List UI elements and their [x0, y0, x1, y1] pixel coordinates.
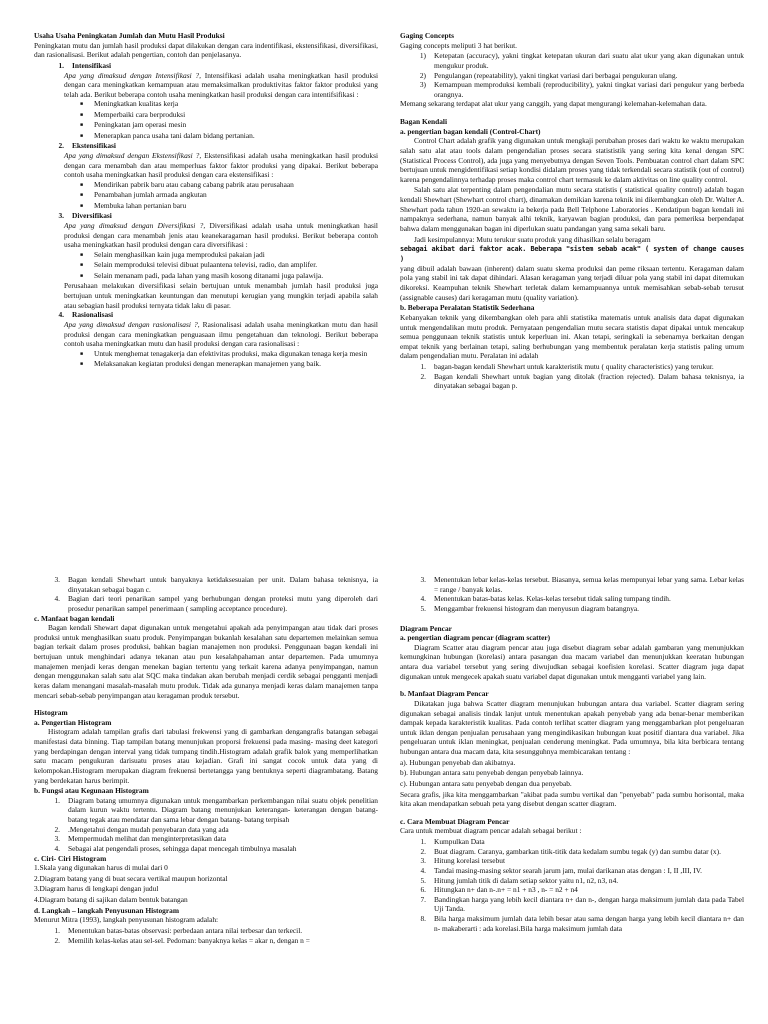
column-bottom-left: [34, 575, 378, 945]
bullet-text: Menerapkan panca usaha tani dalam bidang pertanian.: [94, 130, 255, 140]
bullet-text: Meningkatkan kualitas kerja: [94, 99, 179, 109]
subheading: a. pengertian diagram pencar (diagram scatter): [400, 633, 551, 643]
list-number: 1): [419, 51, 426, 61]
bullet-text: Melaksanakan kegiatan produksi dengan menerapkan manajemen yang baik.: [94, 359, 321, 369]
numbered-list: [400, 362, 744, 391]
list-item: [34, 844, 378, 854]
list-number: 1.: [420, 837, 426, 846]
list-item: [400, 866, 744, 876]
section-heading: Rasionalisasi: [72, 310, 114, 320]
list-item: [34, 594, 378, 613]
list-text: Sebagai alat pengendali proses, sehingga dapat mencegah timbulnya masalah: [68, 843, 297, 853]
numbered-list: [34, 926, 378, 945]
list-number: 7.: [420, 894, 426, 904]
bullet-item: [34, 271, 378, 282]
bullet-text: Selain menghasilkan kain juga memproduksi pakaian jadi: [94, 249, 265, 259]
text-line: 1.Skala yang digunakan harus di mulai dari 0: [34, 863, 168, 873]
list-number: 3): [419, 80, 426, 90]
text-line: 2.Diagram batang yang di buat secara vertikal maupun horizontal: [34, 873, 228, 883]
list-item: [400, 604, 744, 614]
bullet-item: [34, 99, 378, 110]
bullet-list: [34, 99, 378, 141]
list-number: 2.: [54, 935, 60, 945]
subheading: c. Ciri- Ciri Histogram: [34, 853, 107, 863]
column-top-right: [400, 31, 744, 391]
numbered-list: [400, 575, 744, 614]
section-body: Perusahaan melakukan diversifikasi selain bertujuan untuk menambah jumlah hasil produksi juga bertujuan untuk meningkatkan keuntungan dan menutupi kerugian yang mungkin terjadi apabila salah atau sebagian hasil produksi ternyata tidak laku di pasar.: [64, 281, 378, 310]
list-text: Mempermudah melihat dan menginterpretasikan data: [68, 834, 227, 844]
paragraph: Secara grafis, jika kita menggambarkan "akibat pada sumbu vertikal dan "penyebab" pada sumbu horisontal, maka kita akan mendapatkan sebuah peta yang disebut dengan scatter diagram.: [400, 789, 744, 809]
bullet-icon: [80, 190, 94, 201]
list-text: Bila harga maksimum jumlah data lebih besar atau sama dengan harga yang lebih kecil diantara n+ dan n- makaberarti : ada korelasi.Bila harga maksimum jumlah data: [434, 914, 744, 933]
bullet-item: [34, 250, 378, 261]
list-number: 1.: [420, 362, 426, 372]
column-top-left: [34, 31, 378, 370]
numbered-list: [400, 51, 744, 99]
doc-title: Usaha Usaha Peningkatan Jumlah dan Mutu Hasil Produksi: [34, 31, 225, 40]
numbered-list: [34, 575, 378, 614]
list-text: Hitungkan n+ dan n-.n+ = n1 + n3 , n- = n2 + n4: [434, 885, 578, 895]
list-item: [34, 796, 378, 825]
bullet-text: Mendirikan pabrik baru atau cabang cabang pabrik atau perusahaan: [94, 179, 294, 189]
list-number: 2.: [420, 846, 426, 856]
bullet-icon: [80, 110, 94, 121]
bullet-icon: [80, 99, 94, 110]
list-item: [400, 876, 744, 886]
list-text: .Mengetahui dengan mudah penyebaran data yang ada: [68, 824, 229, 834]
list-number: 3.: [54, 575, 60, 584]
paragraph: Gaging concepts meliputi 3 hat berikut.: [400, 40, 517, 50]
bullet-icon: [80, 131, 94, 142]
text-line: b). Hubungan antara satu penyebab dengan penyebab lainnya.: [400, 768, 584, 778]
paragraph: Diagram Scatter atau diagram pencar atau juga disebut diagram sebar adalah gambaran yang menunjukkan kemungkinan hubungan (korelasi) antara pasangan dua macam variabel dan menunjukkan keeratan hubungan antara dua variabel tersebut yang sering diwujudkan sebagai koefisien korelasi. Scatter diagram juga dapat digunakan untuk mengecek apakah suatu variabel dapat digunakan untuk mengganti variabel yang lain.: [400, 642, 744, 681]
list-item: [34, 926, 378, 936]
list-item: [400, 856, 744, 866]
list-number: 1.: [54, 795, 60, 805]
bullet-icon: [80, 359, 94, 370]
bullet-text: Peningkatan jam operasi mesin: [94, 120, 187, 130]
list-item: [400, 71, 744, 81]
bullet-text: Selain memproduksi televisi dibuat pulaantena televisi, radio, dan amplifer.: [94, 260, 318, 270]
list-item: [400, 847, 744, 857]
bullet-icon: [80, 120, 94, 131]
list-text: Ketepatan (accuracy), yakni tingkat ketepatan ukuran dari suatu alat ukur yang akan digunakan untuk mengukur produk.: [434, 51, 744, 70]
bullet-icon: [80, 180, 94, 191]
section-heading: Ekstensifikasi: [72, 141, 116, 151]
heading-gaging: Gaging Concepts: [400, 31, 454, 40]
numbered-list: [400, 837, 744, 933]
list-number: 3.: [420, 856, 426, 866]
list-text: Diagram batang umumnya digunakan untuk mengambarkan perkembangan nilai suatu objek penelitian dalam kurun waktu tertentu. Diagram batang menunjukan keterangan- keterangan dengan batang- batang tegak atau mendatar dan sama lebar dengan batang- batang terpisah: [68, 795, 378, 824]
list-number: 2.: [54, 824, 60, 834]
bullet-item: [34, 110, 378, 121]
bullet-icon: [80, 260, 94, 271]
bullet-item: [34, 201, 378, 212]
bullet-icon: [80, 349, 94, 360]
list-item: [34, 936, 378, 946]
paragraph: Control Chart adalah grafik yang digunakan untuk mengkaji perubahan proses dari waktu ke waktu merupakan salah satu alat atau tools dalam pengendalian proses secara statististik yang sering kita kenal dengan SPC (Statistical Process Control), ada juga yang menyebutnya dengan Seven Tools. Pembuatan control chart dalam SPC bertujuan untuk mengidentifikasi setiap kondisi didalam proses yang tidak terkendali secara statistik (out of control) karena pengendalinnya terhadap proses maka control chart termasuk ke dalam aktivitas on line quality control.: [400, 136, 744, 184]
list-text: Bandingkan harga yang lebih kecil diantara n+ dan n-, dengan harga maksimum jumlah data pada Tabel Uji Tanda.: [434, 894, 744, 914]
subheading: a. Pengertian Histogram: [34, 717, 112, 727]
paragraph: Jadi kesimpulannya: Mutu terukur suatu produk yang dihasilkan selalu beragam sebagai akibat dari faktor acak. Beberapa "sistem sebab acak" ( system of change causes ) yang dibuil adalah bawaan (inherent) dalam suatu skema produksi dan peme riksaan tertentu. Keragaman dalam pola yang stabil ini tak dapat dihindari. Alasan keragaman yang terjadi diluar pola yang stabil ini dapat ditemukan dikoreksi. Keampuhan teknik Shewhart terletak dalam kemampuannya untuk memisahkan sebab-sebab terusut (assignable causes) dari keragaman mutu (quality variation).: [400, 234, 744, 302]
list-item: [34, 825, 378, 835]
list-number: 3.: [54, 834, 60, 844]
line-list: [34, 863, 378, 905]
list-number: 4.: [420, 594, 426, 604]
line-list: [400, 758, 744, 789]
list-item: [400, 372, 744, 391]
bullet-icon: [80, 250, 94, 261]
section-body: Apa yang dimaksud dengan rasionalisasi ?, Rasionalisasi adalah usaha meningkatkan mutu dan hasil produksi dengan cara meningkatkan penguasaan ilmu pengetahuan dan teknologi. Berikut beberapa contoh usaha meningkatkan mutu dan hasil produksi dengan cara rasionalisasi :: [64, 319, 378, 349]
list-text: Bagan kendali Shewhart untuk bagian yang ditolak (fraction rejected). Dalam bahasa teknisnya, ia dinyatakan sebagai bagan p.: [434, 371, 744, 391]
list-text: Memilih kelas-kelas atau sel-sel. Pedoman: banyaknya kelas = akar n, dengan n =: [68, 935, 310, 945]
list-number: 5.: [420, 875, 426, 885]
bullet-item: [34, 190, 378, 201]
list-item: [400, 914, 744, 933]
list-item: [400, 80, 744, 99]
column-bottom-right: [400, 575, 744, 933]
list-number: 2.: [420, 371, 426, 381]
paragraph: Memang sekarang terdapat alat ukur yang canggih, yang dapat mengurangi kelemahan-kelemahan data.: [400, 99, 707, 109]
bullet-list: [34, 250, 378, 282]
list-item: [400, 895, 744, 914]
paragraph: Kebanyakan teknik yang dikembangkan oleh para ahli statistika matematis untuk analisis data dapat digunakan untuk mengendalikan mutu produk. Pernyataan pengendalian mutu secara statistis dapat dipakai untuk mencakup semua penggunaan teknik statistis untuk keperluan ini. Akan tetapi, seringkali ia sebenarnya berkaitan dengan empat teknik yang berlainan tetapi, saling berhubungan yang membentuk peralatan kerja statistis paling umum dalam pengendalian mutu. Peralatan ini adalah: [400, 312, 744, 361]
list-number: 1.: [54, 925, 60, 935]
section-heading: Diversifikasi: [72, 211, 112, 221]
section-intensifikasi: 1. Intensifikasi: [34, 61, 378, 71]
list-text: Kemampuan memproduksi kembali (reproducibility), yakni tingkat variasi dari pengukur yang berbeda orangnya.: [434, 80, 744, 99]
bullet-text: Selain menanam padi, pada lahan yang masih kosong ditanami juga palawija.: [94, 270, 324, 280]
list-text: Pengulangan (repeatability), yakni tingkat variasi dari berbagai pengukuran ulang.: [434, 70, 678, 80]
list-item: [400, 885, 744, 895]
list-text: Kumpulkan Data: [434, 837, 485, 846]
list-text: Bagian dari teori penarikan sampel yang berhubungan dengan proteksi mutu yang diperoleh dari prosedur penarikan sampel penerimaan ( sampling acceptance procedure).: [68, 594, 378, 613]
list-number: 5.: [420, 603, 426, 613]
list-number: 4.: [420, 865, 426, 875]
intro-paragraph: Peningkatan mutu dan jumlah hasil produksi dapat dilakukan dengan cara indentifikasi, ekstensifikasi, diversifikasi, dan rasionalisasi. Berikut adalah pengertian, contoh dan penjelasanya.: [34, 40, 378, 60]
list-text: Hitung jumlah titik di dalam setiap sektor yaitu n1, n2, n3, n4.: [434, 875, 619, 885]
list-text: Hitung korelasi tersebut: [434, 856, 506, 866]
list-text: bagan-bagan kendali Shewhart untuk karakteristik mutu ( quality characteristics) yang terukur.: [434, 362, 714, 372]
subheading: d. Langkah – langkah Penyusunan Histogram: [34, 905, 179, 915]
list-item: [34, 834, 378, 844]
list-item: [400, 594, 744, 604]
text-line: 4.Diagram batang di sajikan dalam bentuk batangan: [34, 895, 188, 904]
section-ekstensifikasi: 2. Ekstensifikasi: [34, 141, 378, 151]
paragraph: Histogram adalah tampilan grafis dari tabulasi frekwensi yang di gambarkan dengangrafis batangan sebagai manifestasi data binning. Tiap tampilan batang menunjukan proporsi frekuensi pada masing- masing deet kategori yang berdapingan dengan interval yang tidak tumpang tindih.Histogram adalah grafik balok yang memperlihatkan satu macam pengukuran darisuatu proses atau kejadian. Grafi ini sangat cocok untuk data yang di kelompokan.Histogram merupakan diagram frekuensi bertetangga yang bentuknya seperti diagrambatang. Batang yang berdekatan harus berimpit.: [34, 727, 378, 785]
list-item: [400, 362, 744, 372]
heading-histogram: Histogram: [34, 708, 68, 718]
list-number: 4.: [54, 843, 60, 853]
heading-diagram-pencar: Diagram Pencar: [400, 623, 452, 633]
bullet-item: [34, 131, 378, 142]
bullet-list: [34, 349, 378, 370]
subheading: a. pengertian bagan kendali (Control-Chart): [400, 126, 541, 136]
list-item: [400, 837, 744, 847]
subheading: b. Fungsi atau Kegunaan Histogram: [34, 786, 149, 796]
bullet-text: Membuka lahan pertanian baru: [94, 200, 187, 210]
handwritten-line: sebagai akibat dari faktor acak. Beberapa "sistem sebab acak" ( system of change causes ): [400, 245, 744, 263]
text-line: a). Hubungan penyebab dan akibatnya.: [400, 757, 516, 767]
section-rasionalisasi: 4. Rasionalisasi: [34, 310, 378, 320]
section-heading: Intensifikasi: [72, 60, 112, 70]
list-number: 8.: [420, 914, 426, 923]
bullet-list: [34, 180, 378, 212]
section-body: Apa yang dimaksud dengan Diversifikasi ?, Diversifikasi adalah usaha untuk meningkatkan hasil produksi dengan cara menambah jenis atau keanekaragaman hasil produksi. Berikut beberapa contoh usaha meningkatkan hasil produksi dengan cara diversifikasi :: [64, 221, 378, 250]
subheading: b. Manfaat Diagram Pencar: [400, 689, 489, 699]
section-diversifikasi: 3. Diversifikasi: [34, 211, 378, 221]
bullet-icon: [80, 271, 94, 282]
paragraph: Cara untuk membuat diagram pencar adalah sebagai berikut :: [400, 826, 582, 836]
list-text: Menentukan batas-batas observasi: perbedaan antara nilai terbesar dan terkecil.: [68, 925, 303, 935]
subheading: b. Beberapa Peralatan Statistik Sederhana: [400, 303, 535, 313]
paragraph: Bagan kendali Shewart dapat digunakan untuk mengetahui apakah ada penyimpangan atau tidak dari proses produksi untuk menghasilkan suatu produk. Penyimpangan bukanlah kesalahan satu departemen melainkan semua bagian terkait dalam proses produksi, bahkan bagian manajemen non produksi. Penggunaan bagan kendali ini bertujuan untuk menghindari adanya tekanan atau pun kesalahpahaman antar departemen. Pada umumnya manajemen menjadi keras dengan menekan bagian tertentu yang terkait karena adanya penyimpangan, namun dengan menggunakan salah satu alat SQC maka tindakan akan berubah menjadi cerdik sebagai pengganti menjadi keras dalam menangani masalah-masalah mutu produk. Tidak ada gunanya menjadi keras dalam manajemen tanpa mencari sebab-sebab penyimpangan atau keragaman produk tersebut.: [34, 623, 378, 700]
subheading: c. Cara Membuat Diagram Pencar: [400, 816, 510, 826]
list-text: Menentukan lebar kelas-kelas tersebut. Biasanya, semua kelas mempunyai lebar yang sama. Lebar kelas = range / banyak kelas.: [434, 575, 744, 594]
bullet-text: Penambahan jumlah armada angkutan: [94, 190, 207, 200]
bullet-item: [34, 359, 378, 370]
numbered-list: [34, 796, 378, 854]
list-text: Tandai masing-masing sektor searah jarum jam, mulai darikanan atas dengan : I, II ,III, IV.: [434, 865, 702, 875]
list-text: Bagan kendali Shewhart untuk banyaknya ketidaksesuaian per unit. Dalam bahasa teknisnya, ia dinyatakan sebagai bagan c.: [68, 575, 378, 594]
text-line: c). Hubungan antara satu penyebab dengan dua penyebab.: [400, 778, 572, 788]
paragraph: Menurut Mitra (1993), langkah penyusunan histogram adalah:: [34, 915, 219, 925]
list-number: 2): [419, 70, 426, 80]
bullet-item: [34, 180, 378, 191]
bullet-text: Untuk menghemat tenagakerja dan efektivitas produksi, maka digunakan tenaga kerja mesin: [94, 348, 368, 358]
bullet-icon: [80, 201, 94, 212]
list-item: [400, 575, 744, 594]
text-line: 3.Diagram harus di lengkapi dengan judul: [34, 884, 159, 894]
list-text: Menggambar frekuensi histogram dan menyusun diagram batangnya.: [434, 603, 640, 613]
list-number: 6.: [420, 885, 426, 895]
bullet-item: [34, 120, 378, 131]
list-text: Menentukan batas-batas kelas. Kelas-kelas tersebut tidak saling tumpang tindih.: [434, 594, 671, 604]
list-number: 3.: [420, 575, 426, 584]
section-body: Apa yang dimaksud dengan Intensifikasi ?, Intensifikasi adalah usaha meningkatkan hasil produksi dengan cara meningkatkan kemampuan atau memaksimalkan produktivitas faktor faktor produksi yang telah ada. Berikut beberapa contoh usaha meningkatkan hasil produksi dengan cara intentifsifikasi :: [64, 70, 378, 99]
subheading: c. Manfaat bagan kendali: [34, 613, 115, 623]
heading-bagan-kendali: Bagan Kendali: [400, 117, 448, 126]
paragraph: Salah satu alat terpenting dalam pengendalian mutu secara statistis ( statistical quality control) adalah bagan kendali Shewhart (Shewhart control chart), dinamakan demikian karena teknik ini dikembangkan oleh Dr. Walter A. Shewhart pada tahun 1920-an sewaktu ia bekerja pada Bell Telphone Laboratories . Kendatipun bagan kendali ini nampaknya sederhana, namun banyak alhi teknik, karyawan bagian produksi, dan para pemeriksa berpendapat bahwa dalam menggunakan bagan ini diperlukan suatu pandangan yang sama sekali baru.: [400, 185, 744, 233]
bullet-item: [34, 349, 378, 360]
list-item: [400, 51, 744, 70]
section-body: Apa yang dimaksud dengan Ekstensifikasi ?, Ekstensifikasi adalah usaha meningkatkan hasil produksi dengan cara menambah dan atau memperluas faktor faktor produksi yang dipakai. Berikut beberapa contoh usaha meningkatkan hasil produksi dengan cara ekstensifikasi :: [64, 151, 378, 180]
list-number: 4.: [54, 594, 60, 604]
list-text: Buat diagram. Caranya, gambarkan titik-titik data kedalam sumbu tegak (y) dan sumbu datar (x).: [434, 846, 721, 856]
paragraph: Dikatakan juga bahwa Scatter diagram menunjukan hubungan antara dua variabel. Scatter diagram sering digunakan sebagai analisis tindak lanjut untuk menentukan apakah penyebab yang ada benar-benar memberikan dampak kepada karakteristik kualitas. Pada contoh terlihat scatter diagram yang menggambarkan plot pengeluaran untuk iklan dengan penjualan perusahaan yang mengindikasikan hubungan kuat positif diantara dua variabel. Jika pengeluaran untuk iklan meningkat, penjualan cenderung meningkat. Pada umumnya, bila kita berbicara tentang hubungan antara dua macam data, kita sesungguhnya membicarakan tentang :: [400, 698, 744, 756]
bullet-text: Memperbaiki cara berproduksi: [94, 109, 186, 119]
list-item: [34, 575, 378, 594]
bullet-item: [34, 260, 378, 271]
